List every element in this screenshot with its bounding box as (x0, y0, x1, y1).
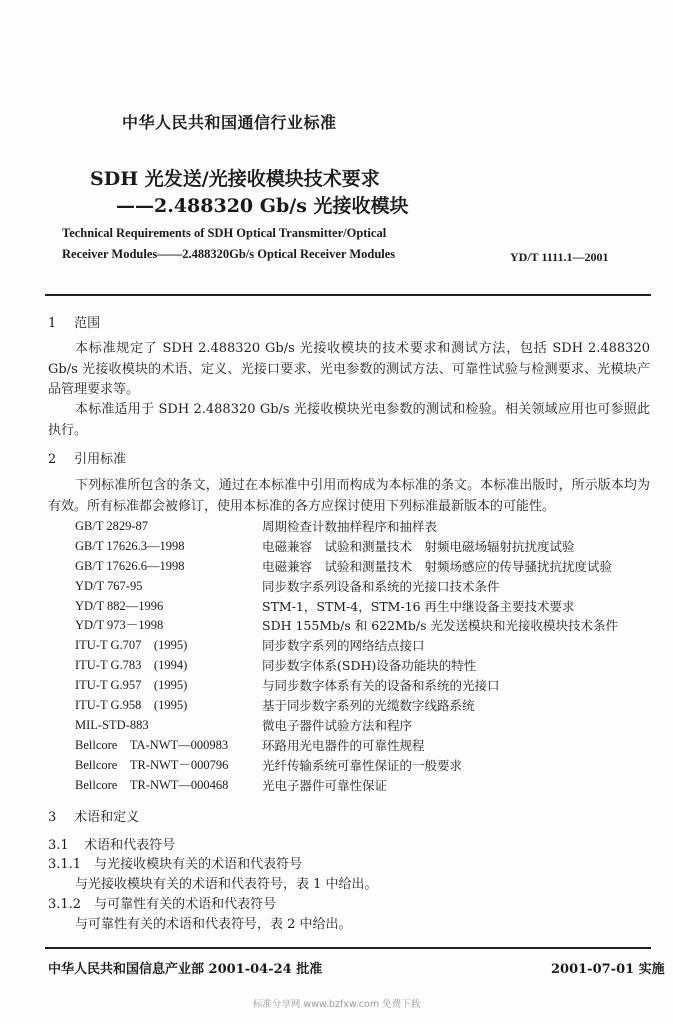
reference-title: 同步数字体系(SDH)设备功能块的特性 (262, 658, 477, 674)
reference-title: STM-1，STM-4，STM-16 再生中继设备主要技术要求 (262, 598, 575, 614)
reference-item (0, 577, 673, 597)
reference-item (0, 676, 673, 696)
reference-title: 微电子器件试验方法和程序 (262, 717, 413, 733)
reference-code: YD/T 767-95 (75, 578, 143, 593)
section-3-heading (48, 806, 139, 825)
scope-paragraph-1: 本标准规定了 SDH 2.488320 Gb/s 光接收模块的技术要求和测试方法，包括 SDH 2.488320 Gb/s 光接收模块的术语、定义、光接口要求、光电参数的测试方法、可靠性试验与检测要求、光模块产品管理要求等。 (48, 341, 650, 397)
document-title: SDH 光发送/光接收模块技术要求 (90, 168, 380, 190)
section-title: 术语和定义 (74, 810, 140, 825)
reference-title: 同步数字系列的网络结点接口 (262, 638, 425, 654)
reference-title: 电磁兼容 试验和测量技术 射频电磁场辐射抗扰度试验 (262, 538, 575, 554)
reference-code: Bellcore TA-NWT—000983 (75, 737, 229, 752)
reference-code: ITU-T G.957 (1995) (75, 678, 188, 693)
reference-title: 与同步数字体系有关的设备和系统的光接口 (262, 678, 500, 694)
reference-title: 周期检查计数抽样程序和抽样表 (262, 519, 438, 534)
reference-item (0, 736, 673, 756)
subsection-3-1-1-text: 与光接收模块有关的术语和代表符号，表 1 中给出。 (75, 877, 378, 892)
reference-item (0, 656, 673, 676)
reference-item (0, 557, 673, 577)
reference-code: GB/T 17626.6—1998 (75, 558, 185, 573)
reference-code: GB/T 17626.3—1998 (75, 538, 185, 553)
section-number: 1 (48, 316, 57, 331)
reference-item (0, 776, 673, 796)
english-title-line-2: Receiver Modules——2.488320Gb/s Optical Receiver Modules (62, 247, 396, 261)
subsection-title: 与可靠性有关的术语和代表符号 (94, 897, 277, 912)
reference-title: SDH 155Mb/s 和 622Mb/s 光发送模块和光接收模块技术条件 (262, 618, 618, 634)
header-divider (45, 294, 651, 296)
subsection-number: 3.1.1 (48, 857, 82, 872)
reference-code: MIL-STD-883 (75, 717, 149, 732)
reference-code: Bellcore TR-NWT－000796 (75, 757, 229, 772)
english-title-line-1: Technical Requirements of SDH Optical Transmitter/Optical (62, 226, 387, 240)
reference-item (0, 517, 673, 537)
section-title: 引用标准 (74, 452, 127, 467)
reference-code: ITU-T G.958 (1995) (75, 698, 188, 713)
section-number: 2 (48, 452, 57, 467)
reference-title: 同步数字系列设备和系统的光接口技术条件 (262, 578, 500, 594)
subsection-3-1-2-heading (48, 893, 276, 912)
reference-title: 电磁兼容 试验和测量技术 射频场感应的传导骚扰抗扰度试验 (262, 558, 613, 574)
approval-note: 中华人民共和国信息产业部 2001-04-24 批准 (48, 962, 323, 977)
reference-code: YD/T 882—1996 (75, 598, 164, 613)
subsection-title: 与光接收模块有关的术语和代表符号 (94, 857, 303, 872)
reference-code: ITU-T G.783 (1994) (75, 658, 188, 673)
reference-title: 光电子器件可靠性保证 (262, 777, 388, 793)
section-2-heading (48, 448, 126, 467)
subsection-3-1-heading (48, 834, 175, 853)
section-title: 范围 (74, 316, 101, 331)
reference-code: GB/T 2829-87 (75, 519, 149, 533)
reference-code: ITU-T G.707 (1995) (75, 638, 188, 653)
reference-item (0, 616, 673, 636)
scope-paragraph-2: 本标准适用于 SDH 2.488320 Gb/s 光接收模块光电参数的测试和检验。相关领域应用也可参照此执行。 (48, 402, 650, 438)
footer-divider (45, 947, 651, 949)
normative-references-list (0, 517, 673, 795)
implementation-date: 2001-07-01 实施 (551, 962, 665, 977)
subsection-3-1-1-heading (48, 853, 302, 872)
document-subtitle: ——2.488320 Gb/s 光接收模块 (116, 195, 409, 217)
issuing-standard-header: 中华人民共和国通信行业标准 (122, 113, 337, 132)
reference-item (0, 636, 673, 656)
section-number: 3 (48, 810, 57, 825)
reference-item (0, 756, 673, 776)
references-intro-paragraph: 下列标准所包含的条文，通过在本标准中引用而构成为本标准的条文。本标准出版时，所示版本均为有效。所有标准都会被修订，使用本标准的各方应探讨使用下列标准最新版本的可能性。 (48, 478, 650, 514)
reference-title: 环路用光电器件的可靠性规程 (262, 737, 425, 753)
reference-title: 基于同步数字系列的光缆数字线路系统 (262, 698, 475, 714)
reference-item (0, 537, 673, 557)
reference-item (0, 597, 673, 617)
subsection-number: 3.1 (48, 838, 69, 853)
section-1-heading (48, 312, 100, 331)
reference-title: 光纤传输系统可靠性保证的一般要求 (262, 757, 463, 773)
reference-code: Bellcore TR-NWT—000468 (75, 777, 229, 792)
reference-code: YD/T 973－1998 (75, 618, 164, 633)
standard-number: YD/T 1111.1—2001 (510, 250, 609, 264)
subsection-number: 3.1.2 (48, 897, 82, 912)
reference-item (0, 696, 673, 716)
reference-item (0, 716, 673, 736)
download-watermark: 标准分享网 www.bzfxw.com 免费下载 (252, 999, 421, 1010)
subsection-title: 术语和代表符号 (84, 838, 176, 853)
subsection-3-1-2-text: 与可靠性有关的术语和代表符号，表 2 中给出。 (75, 917, 352, 932)
